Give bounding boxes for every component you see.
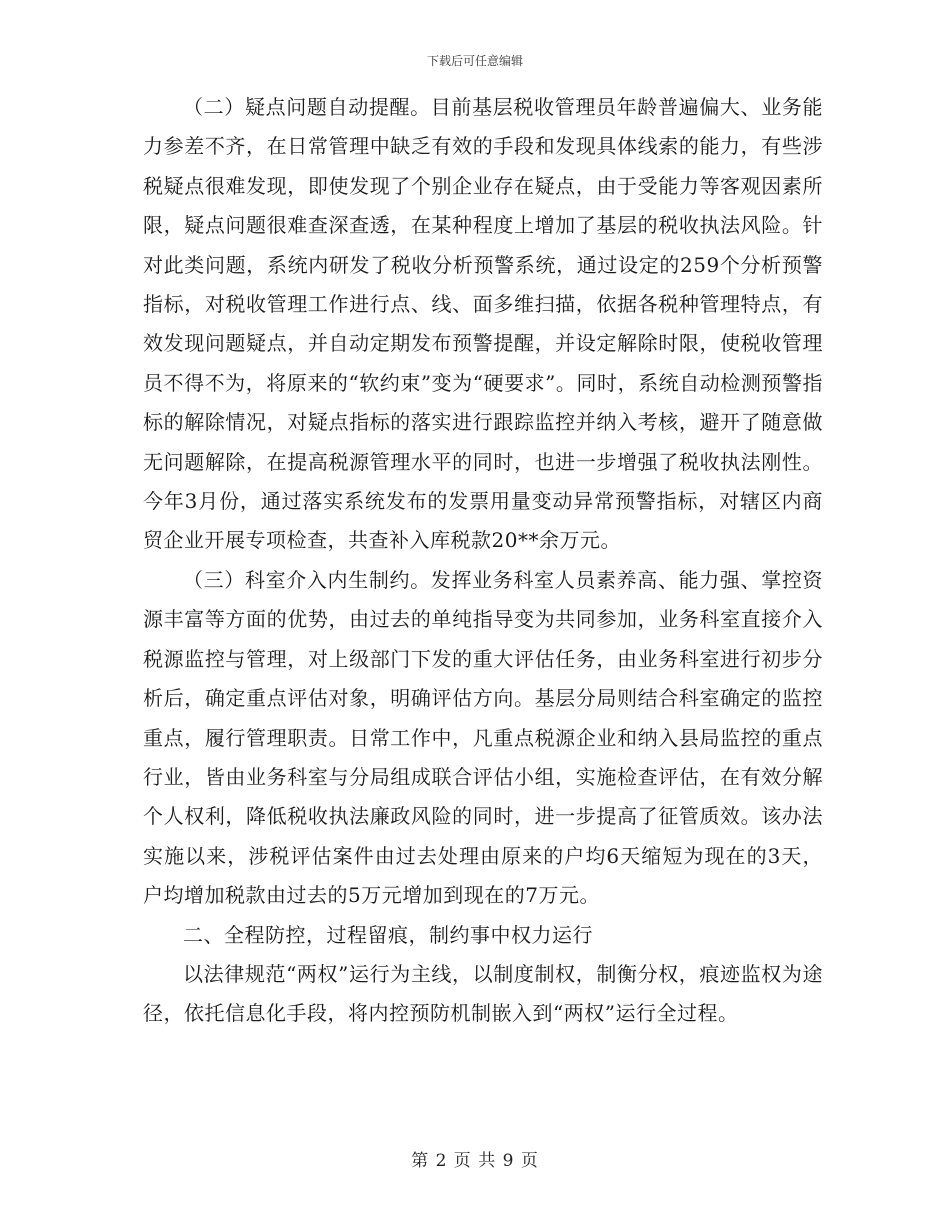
paragraph-two-powers: 以法律规范“两权”运行为主线，以制度制权，制衡分权，痕迹监权为途径，依托信息化手段，将内控预防机制嵌入到“两权”运行全过程。 [143,961,823,1026]
page-header: 下载后可任意编辑 [426,54,523,68]
paragraph-department-intervention: （三）科室介入内生制约。发挥业务科室人员素养高、能力强、掌控资源丰富等方面的优势，由过去的单纯指导变为共同参加，业务科室直接介入税源监控与管理，对上级部门下发的重大评估任务，由业务科室进行初步分析后，确定重点评估对象，明确评估方向。基层分局则结合科室确定的监控重点，履行管理职责。日常工作中，凡重点税源企业和纳入县局监控的重点行业，皆由业务科室与分局组成联合评估小组，实施检查评估，在有效分解个人权利，降低税收执法廉政风险的同时，进一步提高了征管质效。该办法实施以来，涉税评估案件由过去处理由原来的户均6天缩短为现在的3天，户均增加税款由过去的5万元增加到现在的7万元。 [143,567,823,908]
page-number: 第 2 页 共 9 页 [411,1151,539,1171]
section-heading: 二、全程防控，过程留痕，制约事中权力运行 [183,922,593,947]
paragraph-doubtful-points: （二）疑点问题自动提醒。目前基层税收管理员年龄普遍偏大、业务能力参差不齐，在日常管理中缺乏有效的手段和发现具体线索的能力，有些涉税疑点很难发现，即使发现了个别企业存在疑点，由于受能力等客观因素所限，疑点问题很难查深查透，在某种程度上增加了基层的税收执法风险。针对此类问题，系统内研发了税收分析预警系统，通过设定的259个分析预警指标，对税收管理工作进行点、线、面多维扫描，依据各税种管理特点，有效发现问题疑点，并自动定期发布预警提醒，并设定解除时限，使税收管理员不得不为，将原来的“软约束”变为“硬要求”。同时，系统自动检测预警指标的解除情况，对疑点指标的落实进行跟踪监控并纳入考核，避开了随意做无问题解除，在提高税源管理水平的同时，也进一步增强了税收执法刚性。今年3月份，通过落实系统发布的发票用量变动异常预警指标，对辖区内商贸企业开展专项检查，共查补入库税款20**余万元。 [143,95,823,553]
document-body [143,88,823,1034]
